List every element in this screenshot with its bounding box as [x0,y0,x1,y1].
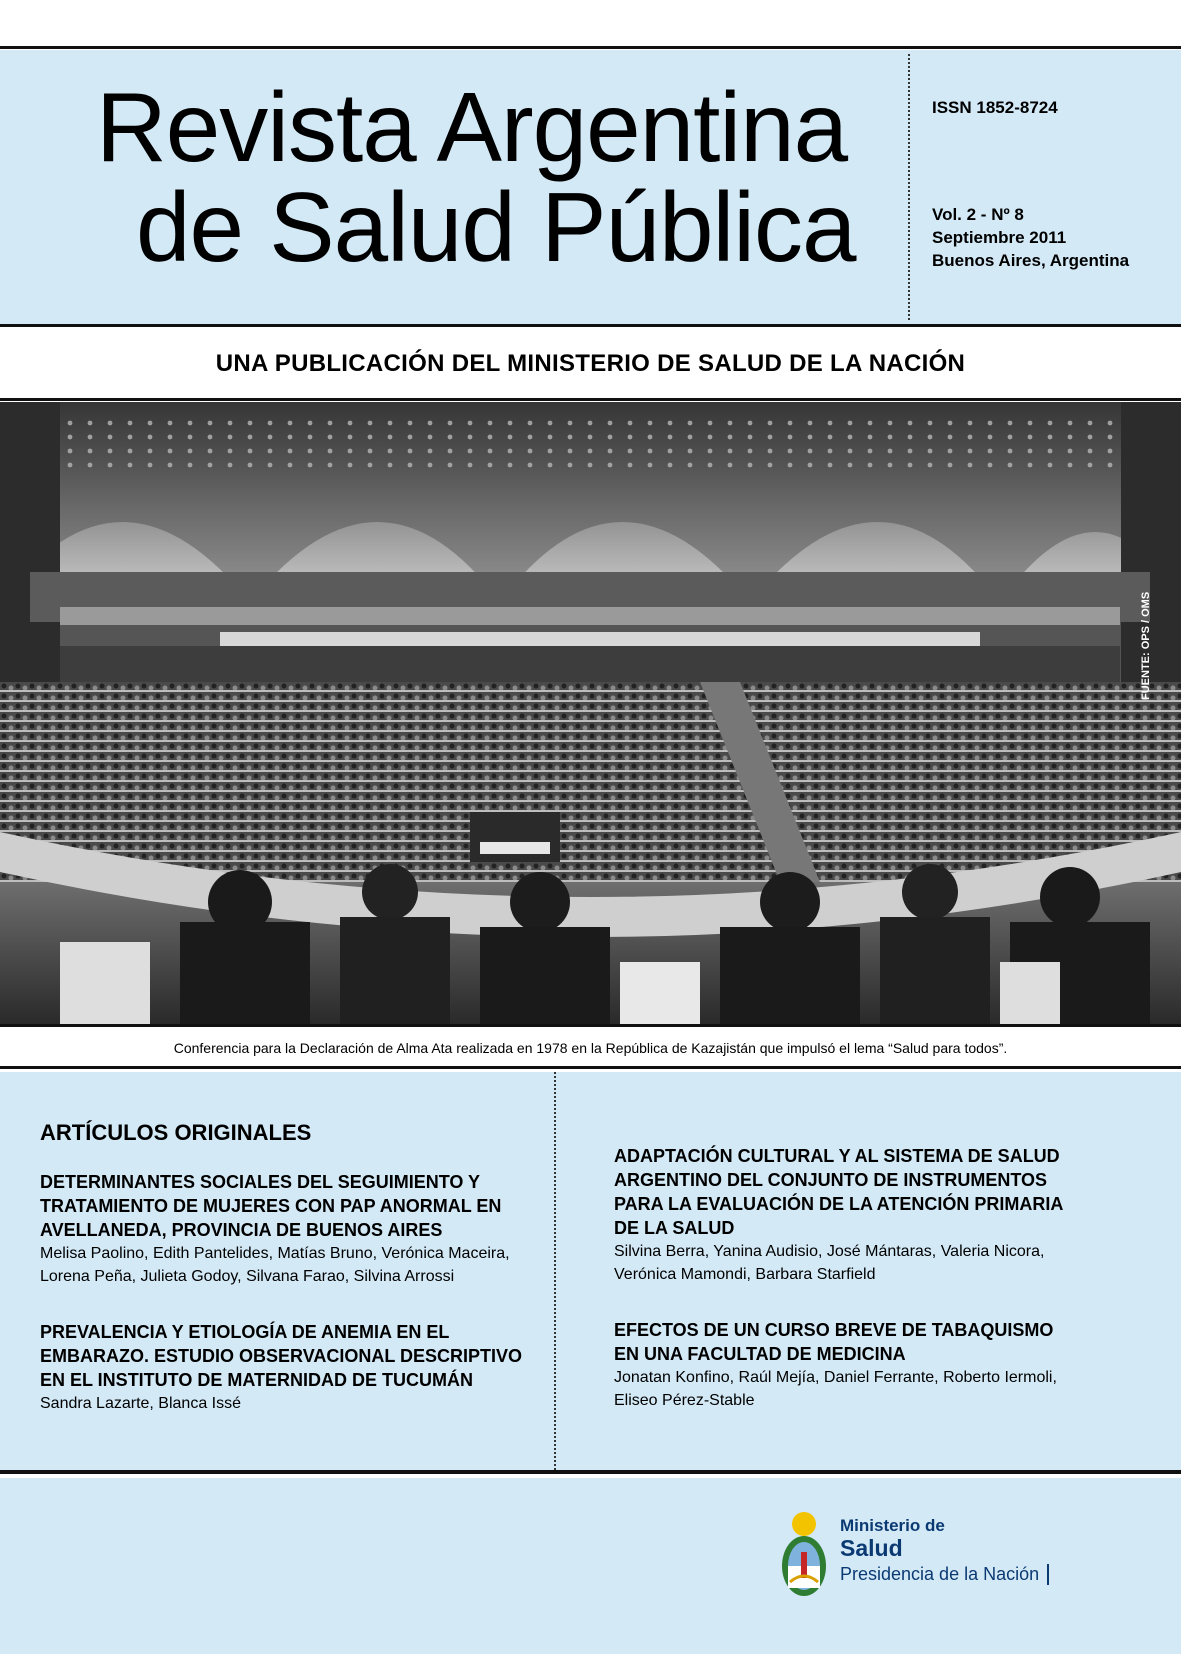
article-authors: Jonatan Konfino, Raúl Mejía, Daniel Ferrante, Roberto Iermoli, Eliseo Pérez-Stable [614,1369,1057,1409]
article-title: DETERMINANTES SOCIALES DEL SEGUIMIENTO Y TRATAMIENTO DE MUJERES CON PAP ANORMAL EN AVELLANEDA, PROVINCIA DE BUENOS AIRES [40,1172,502,1240]
article-title: ADAPTACIÓN CULTURAL Y AL SISTEMA DE SALUD ARGENTINO DEL CONJUNTO DE INSTRUMENTOS PARA LA EVALUACIÓN DE LA ATENCIÓN PRIMARIA DE LA SALUD [614,1146,1063,1238]
article-authors: Melisa Paolino, Edith Pantelides, Matías Bruno, Verónica Maceira, Lorena Peña, Julieta Godoy, Silvana Farao, Silvina Arrossi [40,1245,510,1285]
journal-title-line-1: Revista Argentina [96,72,848,182]
national-coat-of-arms-icon [776,1508,832,1604]
issue-place: Buenos Aires, Argentina [932,251,1130,270]
photo-caption: Conferencia para la Declaración de Alma Ata realizada en 1978 en la República de Kazajistán que impulsó el lema “Salud para todos”. [173,1040,1008,1056]
assembly-hall-illustration [0,402,1181,1024]
article-authors: Silvina Berra, Yanina Audisio, José Mántaras, Valeria Nicora, Verónica Mamondi, Barbara Starfield [614,1243,1045,1283]
photo-top-rule [0,398,1181,401]
logo-line-ministerio: Ministerio de [840,1516,945,1535]
footer-top-rule [0,1470,1181,1474]
issn: ISSN 1852-8724 [932,98,1058,117]
article-left-1[interactable] [40,1170,530,1288]
photo-bottom-rule [0,1024,1181,1027]
issue-date: Septiembre 2011 [932,228,1067,247]
masthead-bottom-rule [0,324,1181,327]
article-title: EFECTOS DE UN CURSO BREVE DE TABAQUISMO EN UNA FACULTAD DE MEDICINA [614,1320,1054,1364]
section-title: ARTÍCULOS ORIGINALES [40,1120,312,1145]
article-right-1[interactable] [614,1144,1074,1286]
ministry-logo[interactable] [840,1516,1049,1585]
cover-photo [0,402,1181,1024]
logo-line-presidencia: Presidencia de la Nación [840,1564,1049,1585]
issue-info [932,203,1129,272]
photo-credit: FUENTE: OPS / OMS [1140,591,1152,700]
journal-title [96,72,896,282]
journal-title-line-2: de Salud Pública [136,172,856,282]
issue-volume: Vol. 2 - Nº 8 [932,205,1024,224]
articles-top-rule [0,1066,1181,1069]
articles-divider [554,1072,556,1470]
article-authors: Sandra Lazarte, Blanca Issé [40,1395,242,1412]
masthead-divider [908,54,910,320]
top-rule [0,46,1181,49]
logo-line-salud: Salud [840,1535,903,1561]
publisher-line: UNA PUBLICACIÓN DEL MINISTERIO DE SALUD DE LA NACIÓN [0,330,1181,398]
article-left-2[interactable] [40,1320,530,1415]
article-title: PREVALENCIA Y ETIOLOGÍA DE ANEMIA EN EL EMBARAZO. ESTUDIO OBSERVACIONAL DESCRIPTIVO EN EL INSTITUTO DE MATERNIDAD DE TUCUMÁN [40,1322,523,1390]
article-right-2[interactable] [614,1318,1074,1412]
